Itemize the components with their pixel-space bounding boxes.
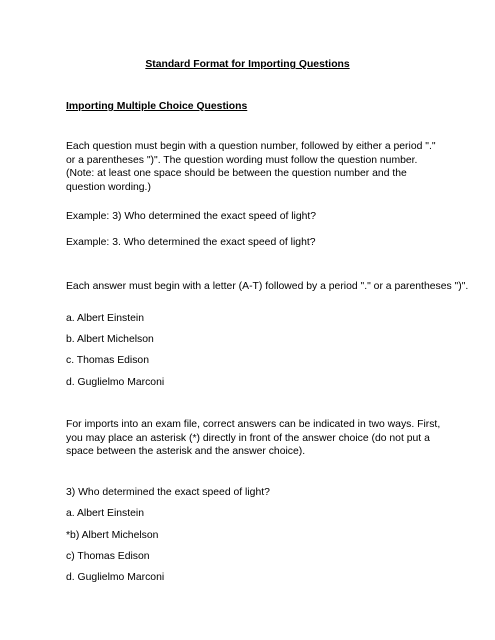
example-line: Example: 3. Who determined the exact speed of light? xyxy=(66,237,316,248)
answer-choice: b. Albert Michelson xyxy=(66,334,154,345)
question-line: 3) Who determined the exact speed of light? xyxy=(66,487,270,498)
document-title: Standard Format for Importing Questions xyxy=(145,59,350,70)
example-line: Example: 3) Who determined the exact speed of light? xyxy=(66,211,317,222)
answer-choice: c) Thomas Edison xyxy=(66,551,150,562)
answer-choice: a. Albert Einstein xyxy=(66,508,144,519)
paragraph-question-format: Each question must begin with a question number, followed by either a period "." or a parentheses ")". The question wording must follow the question number. (Note: at least one space should be between the question number and the question wording.) xyxy=(66,141,436,193)
answer-choice: d. Guglielmo Marconi xyxy=(66,377,165,388)
paragraph-correct-answers: For imports into an exam file, correct answers can be indicated in two ways. First, you may place an asterisk (*) directly in front of the answer choice (do not put a space between the asterisk and the answer choice). xyxy=(66,419,441,458)
answer-choice: c. Thomas Edison xyxy=(66,355,149,366)
answer-choice: *b) Albert Michelson xyxy=(66,530,159,541)
paragraph-answer-format: Each answer must begin with a letter (A-T) followed by a period "." or a parentheses ")". xyxy=(66,281,469,292)
section-heading: Importing Multiple Choice Questions xyxy=(66,101,248,112)
answer-choice: d. Guglielmo Marconi xyxy=(66,572,165,583)
answer-choice: a. Albert Einstein xyxy=(66,313,144,324)
